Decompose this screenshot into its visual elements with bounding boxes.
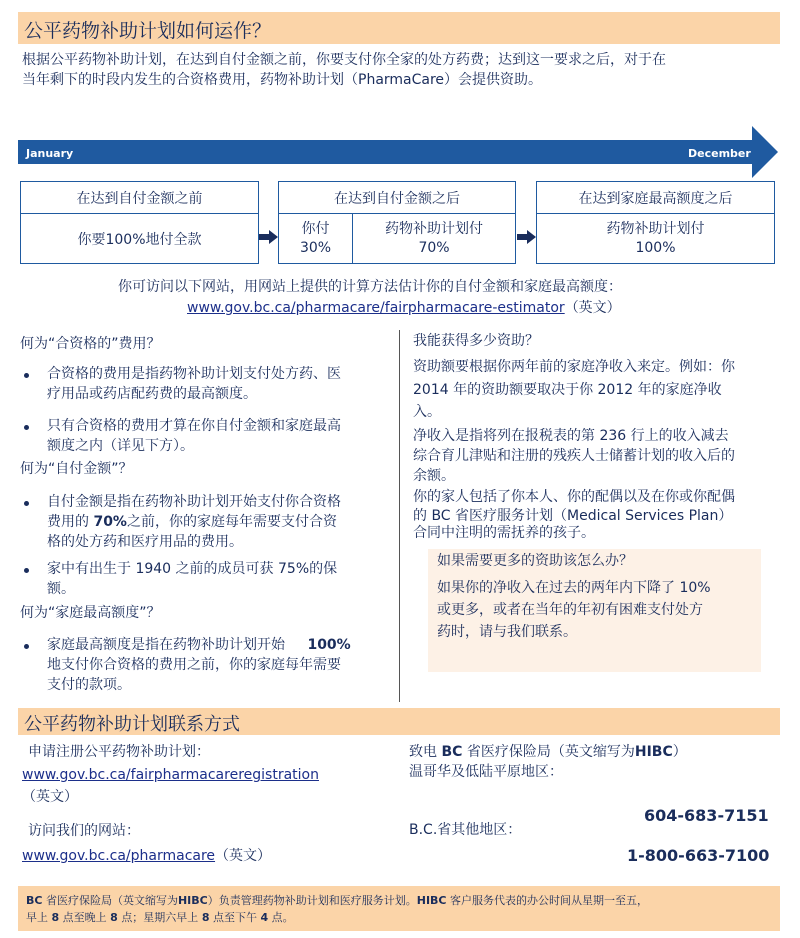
deductible-bullet-2-l1c: 的保: [309, 561, 338, 577]
eligible-cost-bullet-1-l2: 疗用品或药店配药费的最高额度。: [47, 386, 257, 402]
pharmacare-pays-pct: 70%: [418, 240, 450, 256]
timeline-end-label: December: [688, 147, 751, 160]
assistance-p2-l3: 余额。: [413, 468, 455, 484]
estimator-link[interactable]: www.gov.bc.ca/pharmacare/fairpharmacare-estimator: [187, 300, 565, 316]
assistance-p3-l1: 你的家人包括了你本人、你的配偶以及在你或你配偶: [413, 489, 735, 505]
register-link[interactable]: www.gov.bc.ca/fairpharmacareregistration: [22, 767, 319, 783]
more-help-question: 如果需要更多的资助该怎么办？: [437, 553, 633, 569]
before-deductible-box: [20, 181, 259, 264]
after-family-max-header: 在达到家庭最高额度之后: [537, 182, 774, 214]
assistance-p3-l3: 合同中注明的需抚养的孩子。: [413, 525, 595, 541]
visit-line: [22, 845, 271, 865]
assistance-p1-l1: 资助额要根据你两年前的家庭净收入来定。例如：你: [413, 359, 735, 375]
deductible-bullet-1-l2: [47, 512, 337, 532]
register-lang: （英文）: [22, 789, 78, 805]
more-help-l1: 如果你的净收入在过去的两年内下降了 10%: [437, 580, 711, 596]
intro-line-2: 当年剩下的时段内发生的合资格费用，药物补助计划（PharmaCare）会提供资助。: [22, 72, 543, 88]
family-max-100-pct: 100%: [307, 637, 351, 653]
family-max-bullet-l3: 支付的款项。: [47, 677, 131, 693]
deductible-75-pct: 75%: [278, 561, 310, 577]
footer-h4: 4: [260, 911, 269, 924]
footer-l1b: ）负责管理药物补助计划和医疗服务计划。: [207, 894, 417, 907]
call-hibc-line: [409, 742, 687, 762]
after-deductible-header: 在达到自付金额之后: [279, 182, 515, 214]
deductible-bullet-1-l1: 自付金额是指在药物补助计划开始支付你合资格: [47, 494, 341, 510]
estimator-line: [187, 297, 621, 317]
contact-title: 公平药物补助计划联系方式: [24, 714, 240, 735]
footer-l1a: 省医疗保险局（英文缩写为: [45, 894, 178, 907]
family-max-bullet-l2: 地支付你合资格的费用之前，你的家庭每年需要: [47, 657, 341, 673]
after-deductible-box: [278, 181, 516, 264]
you-pay-cell: [279, 214, 353, 263]
bullet: [24, 373, 29, 378]
you-pay-label: 你付: [301, 221, 330, 237]
before-deductible-header: 在达到自付金额之前: [21, 182, 258, 214]
footer-line-1: [26, 893, 648, 909]
full-coverage-label: 药物补助计划付: [606, 221, 705, 237]
more-help-l2: 或更多，或者在当年的年初有困难支付处方: [437, 602, 703, 618]
call-hibc: HIBC: [634, 744, 673, 760]
assistance-p2-l2: 综合育儿津贴和注册的残疾人士储蓄计划的收入后的: [413, 448, 735, 464]
family-max-bullet-l1a: 家庭最高额度是指在药物补助计划开始: [47, 637, 285, 653]
assistance-p2-l1: 净收入是指将列在报税表的第 236 行上的收入减去: [413, 428, 729, 444]
deductible-bullet-1-l3: 格的处方药和医疗用品的费用。: [47, 534, 243, 550]
footer-l2c: 点；星期六早上: [121, 911, 199, 924]
footer-l1c: 客户服务代表的办公时间从星期一至五，: [450, 894, 648, 907]
family-max-question: 何为“家庭最高额度”？: [20, 605, 161, 621]
deductible-bullet-2-l1: [47, 559, 337, 579]
timeline-start-label: January: [26, 147, 74, 160]
box1-to-box2-arrow-icon: [259, 230, 279, 244]
register-label: 申请注册公平药物补助计划：: [28, 744, 210, 760]
box2-to-box3-arrow-icon: [517, 230, 537, 244]
eligible-cost-bullet-2-l2: 额度之内（详见下方）。: [47, 438, 194, 454]
deductible-bullet-1-l2b: 之前，你的家庭每年需要支付合资: [126, 514, 337, 530]
bullet: [24, 501, 29, 506]
bullet: [24, 644, 29, 649]
estimator-text: 你可访问以下网站，用网站上提供的计算方法估计你的自付金额和家庭最高额度：: [118, 279, 622, 295]
deductible-bullet-2-l1a: 家中有出生于: [47, 561, 131, 577]
timeline-arrow: [18, 126, 778, 182]
phone-vancouver[interactable]: 604-683-7151: [644, 806, 769, 825]
deductible-question: 何为“自付金额”？: [20, 461, 133, 477]
bullet: [24, 425, 29, 430]
footer-hibc-2: HIBC: [416, 894, 447, 907]
visit-link[interactable]: www.gov.bc.ca/pharmacare: [22, 848, 216, 864]
footer-l2a: 早上: [26, 911, 48, 924]
assistance-p1-l3: 入。: [413, 404, 441, 420]
call-b: 省医疗保险局（英文缩写为: [466, 744, 635, 760]
estimator-lang: （英文）: [564, 300, 621, 316]
footer-h8c: 8: [201, 911, 210, 924]
full-coverage-pct: 100%: [635, 240, 676, 256]
call-bc: BC: [441, 744, 463, 760]
birth-year: 1940: [135, 561, 172, 577]
pharmacare-pays-label: 药物补助计划付: [385, 221, 483, 237]
eligible-cost-bullet-2-l1: 只有合资格的费用才算在你自付金额和家庭最高: [47, 418, 341, 434]
family-max-bullet-l1: [47, 635, 351, 655]
intro-line-1: 根据公平药物补助计划，在达到自付金额之前，你要支付你全家的处方药费；达到这一要求之后，对于在: [22, 52, 666, 68]
bullet: [24, 568, 29, 573]
footer-line-2: [26, 910, 294, 926]
you-pay-pct: 30%: [299, 240, 332, 256]
phone-tollfree[interactable]: 1-800-663-7100: [627, 846, 770, 865]
footer-l2b: 点至晚上: [62, 911, 107, 924]
how-it-works-title: 公平药物补助计划如何运作？: [24, 20, 272, 42]
full-coverage-cell: [537, 214, 774, 263]
deductible-bullet-2-l2: 额。: [47, 581, 75, 597]
assistance-p1-l2: 2014 年的资助额要取决于你 2012 年的家庭净收: [413, 382, 722, 398]
after-family-max-box: [536, 181, 775, 264]
visit-label: 访问我们的网站：: [28, 823, 140, 839]
other-bc-label: B.C.省其他地区：: [409, 822, 522, 838]
footer-l2d: 点至下午: [212, 911, 257, 924]
pharmacare-pays-cell: [353, 214, 515, 263]
footer-h8b: 8: [110, 911, 118, 924]
column-divider: [399, 330, 400, 702]
deductible-70-pct: 70%: [93, 514, 127, 530]
footer-l2e: 点。: [271, 911, 294, 924]
footer-bc: BC: [26, 894, 43, 907]
assistance-p3-l2: 的 BC 省医疗服务计划（Medical Services Plan）: [413, 508, 733, 524]
footer-h8a: 8: [51, 911, 60, 924]
call-a: 致电: [409, 744, 437, 760]
deductible-bullet-1-l2a: 费用的: [47, 514, 89, 530]
more-help-l3: 药时，请与我们联系。: [437, 624, 577, 640]
visit-lang: （英文）: [215, 848, 272, 864]
deductible-bullet-2-l1b: 之前的成员可获: [175, 561, 274, 577]
assistance-question: 我能获得多少资助？: [413, 333, 539, 349]
eligible-cost-bullet-1-l1: 合资格的费用是指药物补助计划支付处方药、医: [47, 366, 341, 382]
vancouver-label: 温哥华及低陆平原地区：: [409, 764, 563, 780]
eligible-cost-question: 何为“合资格的”费用？: [20, 336, 161, 352]
footer-hibc: HIBC: [177, 894, 208, 907]
before-deductible-body: 你要100%地付全款: [77, 231, 202, 248]
call-c: ）: [672, 744, 687, 760]
